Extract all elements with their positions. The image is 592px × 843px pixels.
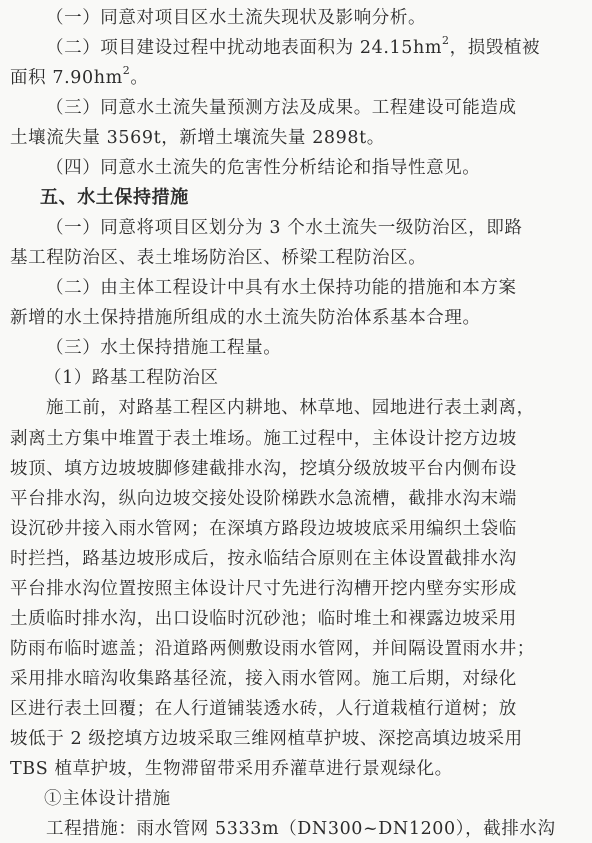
paragraph-line: 基工程防治区、表土堆场防治区、桥梁工程防治区。 [10, 248, 427, 268]
body-line: 采用排水暗沟收集路基径流，接入雨水管网。施工后期，对绿化 [10, 669, 517, 689]
paragraph-line: （三）同意水土流失量预测方法及成果。工程建设可能造成 [46, 98, 517, 118]
body-line: 施工前，对路基工程区内耕地、林草地、园地进行表土剥离， [46, 398, 535, 418]
body-line: 区进行表土回覆；在人行道铺装透水砖，人行道栽植行道树；放 [10, 699, 517, 719]
paragraph-line: 土壤流失量 3569t，新增土壤流失量 2898t。 [10, 128, 385, 148]
subheading: （1）路基工程防治区 [44, 368, 219, 388]
body-line: 设沉砂井接入雨水管网；在深填方路段边坡坡底采用编织土袋临 [10, 519, 517, 539]
section-heading: 五、水土保持措施 [40, 187, 189, 208]
text: （二）项目建设过程中扰动地表面积为 24.15hm [46, 38, 443, 58]
paragraph-line: （一）同意将项目区划分为 3 个水土流失一级防治区，即路 [46, 218, 523, 238]
body-line: 平台排水沟位置按照主体设计尺寸先进行沟槽开挖内壁夯实形成 [10, 579, 517, 599]
body-line: 剥离土方集中堆置于表土堆场。施工过程中，主体设计挖方边坡 [10, 429, 517, 449]
body-line: 平台排水沟，纵向边坡交接处设阶梯跌水急流槽，截排水沟末端 [10, 489, 517, 509]
text: 。 [130, 68, 149, 88]
text: ，损毁植被 [449, 38, 541, 58]
text: 面积 7.90hm [10, 68, 123, 88]
body-line: 防雨布临时遮盖；沿道路两侧敷设雨水管网，并间隔设置雨水井； [10, 639, 535, 659]
body-line: 工程措施：雨水管网 5333m（DN300~DN1200），截排水沟 [46, 819, 556, 839]
paragraph-line [10, 64, 580, 88]
body-line: 土质临时排水沟，出口设临时沉砂池；临时堆土和裸露边坡采用 [10, 609, 517, 629]
superscript: 2 [442, 34, 450, 48]
superscript: 2 [122, 64, 131, 78]
paragraph-line [46, 8, 580, 28]
body-line: TBS 植草护坡，生物滞留带采用乔灌草进行景观绿化。 [10, 759, 453, 779]
body-line: 坡低于 2 级挖填方边坡采取三维网植草护坡、深挖高填边坡采用 [10, 729, 523, 749]
paragraph-line: （三）水土保持措施工程量。 [46, 338, 282, 358]
body-line: 时拦挡，路基边坡形成后，按永临结合原则在主体设置截排水沟 [10, 549, 517, 569]
paragraph-line: 新增的水土保持措施所组成的水土流失防治体系基本合理。 [10, 308, 481, 328]
paragraph-line [46, 34, 580, 58]
body-line: 坡顶、填方边坡坡脚修建截排水沟，挖填分级放坡平台内侧布设 [10, 459, 517, 479]
subheading: ①主体设计措施 [44, 789, 171, 809]
paragraph-line: （四）同意水土流失的危害性分析结论和指导性意见。 [46, 158, 481, 178]
text: （一）同意对项目区水土流失现状及影响分析。 [46, 8, 427, 28]
paragraph-line: （二）由主体工程设计中具有水土保持功能的措施和本方案 [46, 278, 517, 298]
